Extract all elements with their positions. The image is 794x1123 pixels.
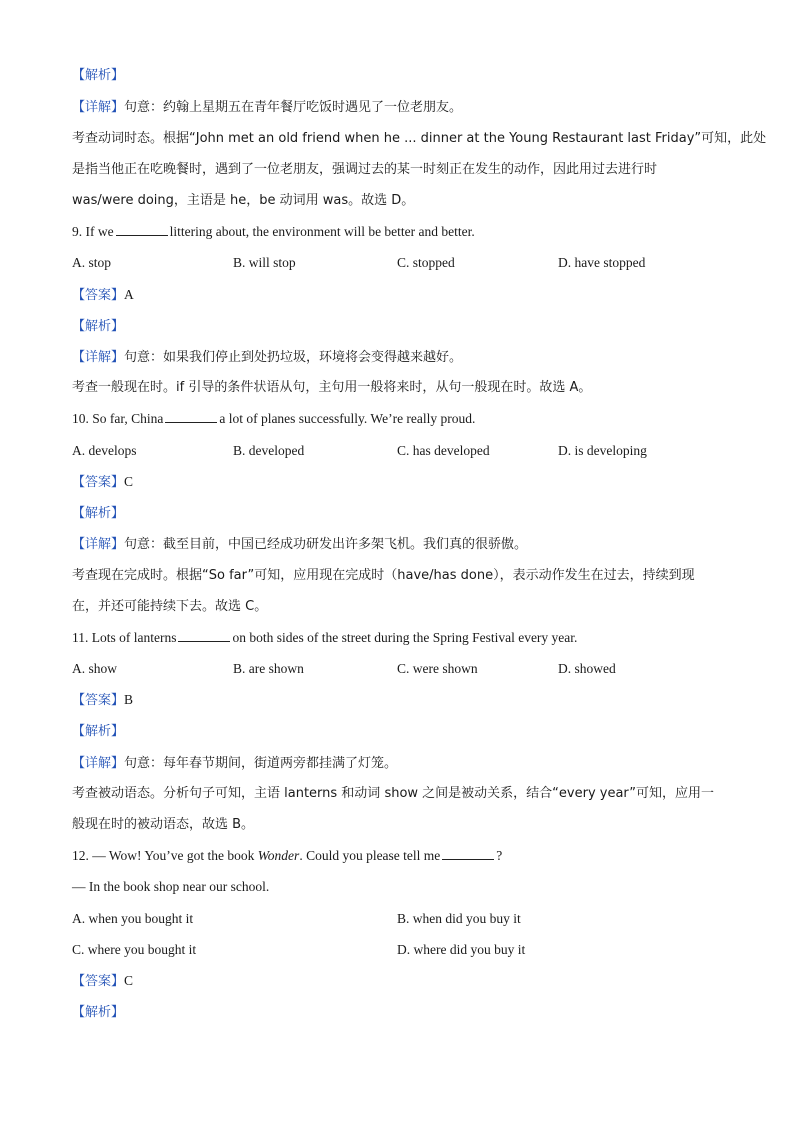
option-b: B. when did you buy it	[397, 911, 521, 926]
detail-line-q9: 【详解】句意：如果我们停止到处扔垃圾，环境将会变得越来越好。	[72, 350, 463, 365]
analysis-label-q10: 【解析】	[72, 506, 125, 521]
question-11-options	[72, 660, 732, 678]
explanation-q9-line1: 考查一般现在时。if 引导的条件状语从句，主句用一般将来时，从句一般现在时。故选 A。	[72, 380, 592, 395]
answer-blank	[116, 223, 168, 236]
option-c: C. were shown	[397, 661, 478, 676]
answer-blank	[442, 847, 494, 860]
explanation-q10-line1: 考查现在完成时。根据“So far”可知，应用现在完成时（have/has done），表示动作发生在过去，持续到现	[72, 568, 695, 583]
option-a: A. show	[72, 661, 118, 676]
question-12-options-row1	[72, 910, 732, 928]
detail-line-q8: 【详解】句意：约翰上星期五在青年餐厅吃饭时遇见了一位老朋友。	[72, 100, 463, 115]
answer-q9: 【答案】A	[72, 287, 134, 303]
explanation-q8-line1: 考查动词时态。根据“John met an old friend when he ... dinner at the Young Restaurant last Friday”可知，此处	[72, 131, 767, 146]
question-12-options-row2	[72, 941, 732, 959]
answer-q10: 【答案】C	[72, 474, 134, 490]
option-c: C. stopped	[397, 255, 455, 270]
explanation-q8-line3: was/were doing，主语是 he，be 动词用 was。故选 D。	[72, 193, 415, 208]
explanation-q10-line2: 在，并还可能持续下去。故选 C。	[72, 599, 268, 614]
analysis-label-q8: 【解析】	[72, 68, 125, 83]
option-d: D. where did you buy it	[397, 942, 526, 957]
question-12-reply: — In the book shop near our school.	[72, 879, 270, 894]
option-c: C. has developed	[397, 443, 490, 458]
answer-blank	[178, 629, 230, 642]
option-d: D. have stopped	[558, 255, 646, 270]
option-d: D. is developing	[558, 443, 647, 458]
option-b: B. developed	[233, 443, 305, 458]
explanation-q8-line2: 是指当他正在吃晚餐时，遇到了一位老朋友，强调过去的某一时刻正在发生的动作，因此用过去进行时	[72, 162, 658, 177]
question-10-options	[72, 442, 732, 460]
analysis-label-q12: 【解析】	[72, 1005, 125, 1020]
analysis-label-q11: 【解析】	[72, 724, 125, 739]
option-a: A. when you bought it	[72, 911, 194, 926]
question-11-stem: 11. Lots of lanterns on both sides of the street during the Spring Festival every year.	[72, 630, 578, 645]
option-a: A. stop	[72, 255, 112, 270]
book-title: Wonder	[257, 848, 300, 863]
answer-blank	[165, 410, 217, 423]
option-d: D. showed	[558, 661, 616, 676]
question-9-options	[72, 254, 732, 272]
question-9-stem: 9. If we littering about, the environment will be better and better.	[72, 224, 475, 239]
explanation-q11-line1: 考查被动语态。分析句子可知，主语 lanterns 和动词 show 之间是被动关系，结合“every year”可知，应用一	[72, 786, 715, 801]
option-b: B. will stop	[233, 255, 296, 270]
option-c: C. where you bought it	[72, 942, 197, 957]
detail-line-q10: 【详解】句意：截至目前，中国已经成功研发出许多架飞机。我们真的很骄傲。	[72, 537, 528, 552]
detail-line-q11: 【详解】句意：每年春节期间，街道两旁都挂满了灯笼。	[72, 756, 398, 771]
option-a: A. develops	[72, 443, 137, 458]
answer-q12: 【答案】C	[72, 973, 134, 989]
question-12-stem: 12. — Wow! You’ve got the book Wonder. Could you please tell me ?	[72, 848, 503, 863]
answer-q11: 【答案】B	[72, 692, 134, 708]
explanation-q11-line2: 般现在时的被动语态，故选 B。	[72, 817, 255, 832]
analysis-label-q9: 【解析】	[72, 319, 125, 334]
question-10-stem: 10. So far, China a lot of planes successfully. We’re really proud.	[72, 411, 476, 426]
option-b: B. are shown	[233, 661, 304, 676]
